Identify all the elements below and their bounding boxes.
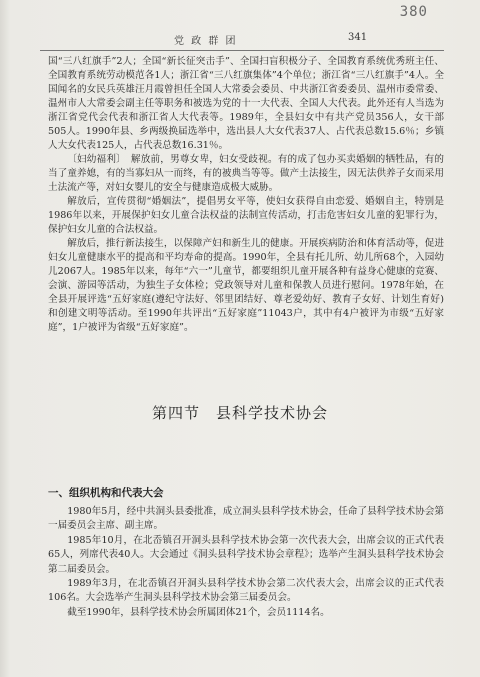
- running-header-title: 党 政 群 团: [174, 36, 238, 47]
- subsection-title: 一、组织机构和代表大会: [48, 487, 164, 499]
- body-text-upper: [48, 55, 444, 335]
- paragraph: 〔妇幼福利〕 解放前，男尊女卑，妇女受歧视。有的成了包办买卖婚姻的牺牲品，有的当了童养媳，有的当寡妇从一而终，有的被典当等等。做产土法接生，因无法供养子女而采用土法流产等，对妇女婴儿的安全与健康造成极大威胁。: [48, 154, 444, 193]
- running-header: [0, 32, 480, 48]
- paragraph: 1980年5月，经中共洞头县委批准，成立洞头县科学技术协会，任命了县科学技术协会第一届委员会主席、副主席。: [48, 506, 444, 532]
- header-rule: [40, 50, 444, 51]
- paragraph: 1985年10月，在北岙镇召开洞头县科学技术协会第一次代表大会，出席会议的正式代表65人，列席代表40人。大会通过《洞头县科学技术协会章程》；选举产生洞头县科学技术协会第二届委员会。: [48, 534, 444, 575]
- section-title: 第四节 县科学技术协会: [151, 404, 328, 422]
- paragraph: 国“三八红旗手”2人；全国“新长征突击手”、全国扫盲积极分子、全国教育系统优秀班主任、全国教育系统劳动模范各1人；浙江省“三八红旗集体”4个单位；浙江省“三八红旗手”4人。全国闻名的女民兵英雄汪月霞曾担任全国人大常委会委员、中共浙江省委委员、温州市委常委、温州市人大常委会副主任等职务和被选为党的十一大代表、全国人大代表。此外还有人当选为浙江省党代会代表和浙江省人大代表等。1989年，全县妇女中有共产党员356人，女干部505人。1990年县、乡两级换届选举中，选出县人大女代表37人、占代表总数15.6％；乡镇人大女代表125人，占代表总数16.31％。: [48, 56, 444, 151]
- paragraph: 截至1990年，县科学技术协会所属团体21个，会员1114名。: [67, 606, 330, 618]
- handwritten-page-note: 380: [399, 4, 428, 20]
- body-text-lower: [48, 505, 444, 620]
- paragraph: 解放后，推行新法接生，以保障产妇和新生儿的健康。开展疾病防治和体育活动等，促进妇女儿童健康水平的提高和平均寿命的提高。1990年，全县有托儿所、幼儿所68个，入园幼儿2067人。1985年以来，每年“六一”儿童节，都要组织儿童开展各种有益身心健康的竞赛、会演、游园等活动，为独生子女体检；党政领导对儿童和保教人员进行慰问。1978年始，在全县开展评选“五好家庭(遵纪守法好、邻里团结好、尊老爱幼好、教育子女好、计划生育好)和创建文明等活动。至1990年共评出“五好家庭”11043户，其中有4户被评为市级“五好家庭”，1户被评为省级“五好家庭”。: [48, 238, 444, 333]
- page-number: 341: [348, 32, 368, 43]
- paragraph: 解放后，宣传贯彻“婚姻法”，提倡男女平等，使妇女获得自由恋爱、婚姻自主，特别是1986年以来，开展保护妇女儿童合法权益的法制宣传活动，打击危害妇女儿童的犯罪行为，保护妇女儿童的合法权益。: [48, 196, 444, 235]
- paragraph: 1989年3月，在北岙镇召开洞头县科学技术协会第二次代表大会，出席会议的正式代表106名。大会选举产生洞头县科学技术协会第三届委员会。: [48, 578, 444, 604]
